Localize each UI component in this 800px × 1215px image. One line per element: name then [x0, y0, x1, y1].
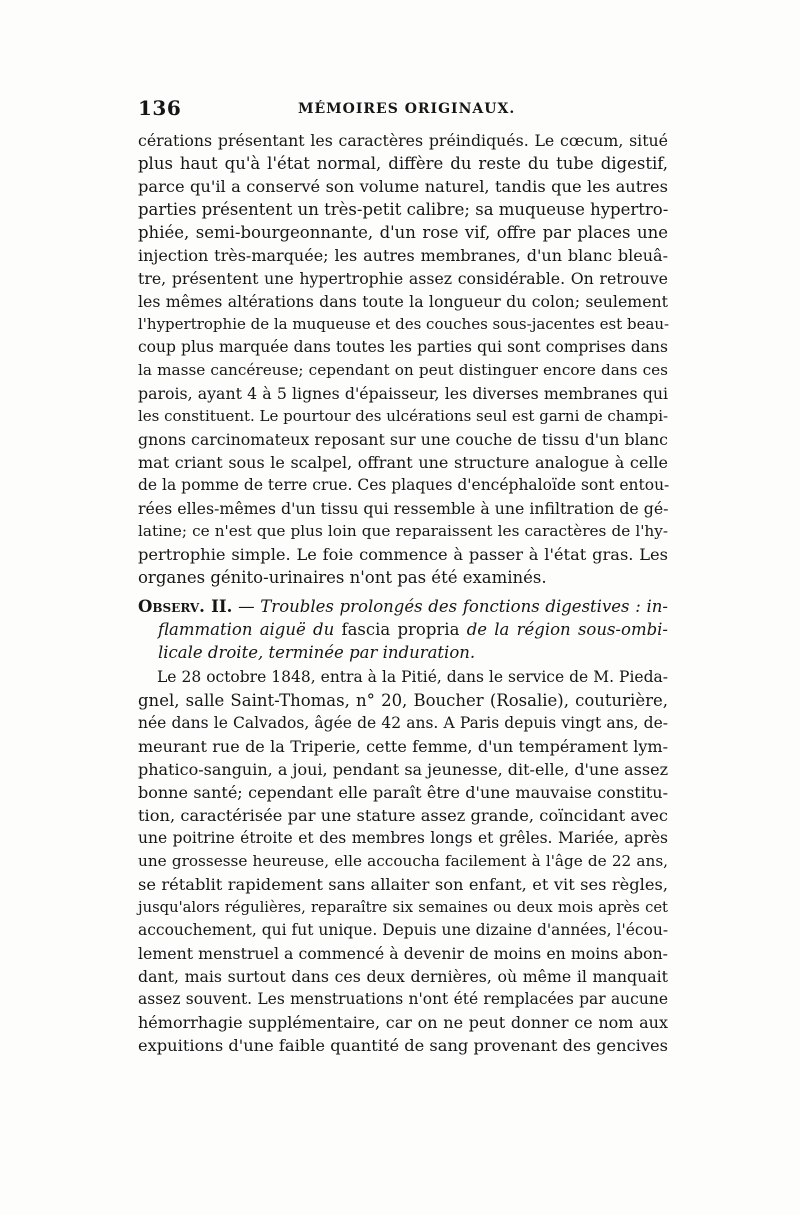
observation-title-part: de la région sous-ombi-	[466, 620, 669, 639]
text-line: accouchement, qui fut unique. Depuis une dizaine d'années, l'écou-	[138, 921, 669, 939]
observation-heading-line	[158, 618, 668, 641]
text-line: lement menstruel a commencé à devenir de moins en moins abon-	[138, 944, 668, 963]
text-line: rées elles-mêmes d'un tissu qui ressemble à une infiltration de gé-	[138, 499, 669, 518]
text-line: jusqu'alors régulières, reparaître six semaines ou deux mois après cet	[138, 899, 668, 916]
text-line: dant, mais surtout dans ces deux dernières, où même il manquait	[138, 967, 668, 986]
text-line: une poitrine étroite et des membres longs et grêles. Mariée, après	[138, 829, 668, 847]
observation-heading	[138, 595, 668, 618]
text-line: hémorrhagie supplémentaire, car on ne peut donner ce nom aux	[138, 1013, 668, 1032]
text-line: phatico-sanguin, a joui, pendant sa jeunesse, dit-elle, d'une assez	[138, 760, 668, 779]
text-line: une grossesse heureuse, elle accoucha facilement à l'âge de 22 ans,	[138, 852, 668, 870]
running-head: MÉMOIRES ORIGINAUX.	[298, 101, 516, 117]
text-line: mat criant sous le scalpel, offrant une structure analogue à celle	[138, 453, 668, 472]
observation-heading-line: licale droite, terminée par induration.	[158, 643, 476, 662]
text-line: les constituent. Le pourtour des ulcérations seul est garni de champi-	[138, 407, 669, 425]
text-line: Le 28 octobre 1848, entra à la Pitié, dans le service de M. Pieda-	[157, 668, 668, 686]
observation-title-part: fascia propria	[334, 620, 467, 639]
text-line: les mêmes altérations dans toute la longueur du colon; seulement	[138, 292, 668, 311]
text-line: née dans le Calvados, âgée de 42 ans. A Paris depuis vingt ans, de-	[138, 714, 668, 732]
observation-title-part: flammation aiguë du	[158, 620, 335, 639]
text-line: se rétablit rapidement sans allaiter son enfant, et vit ses règles,	[138, 875, 668, 894]
text-line: expuitions d'une faible quantité de sang provenant des gencives	[138, 1036, 669, 1055]
page-header	[138, 96, 668, 124]
text-line: phiée, semi-bourgeonnante, d'un rose vif, offre par places une	[138, 223, 668, 242]
text-line: latine; ce n'est que plus loin que reparaissent les caractères de l'hy-	[138, 522, 668, 540]
text-line: bonne santé; cependant elle paraît être d'une mauvaise constitu-	[138, 783, 668, 802]
text-line: pertrophie simple. Le foie commence à passer à l'état gras. Les	[138, 545, 668, 564]
text-line: cérations présentant les caractères préindiqués. Le cœcum, situé	[138, 131, 668, 150]
observation-label: Observ. II.	[138, 597, 233, 616]
text-line: gnons carcinomateux reposant sur une couche de tissu d'un blanc	[138, 430, 668, 449]
text-line: parties présentent un très-petit calibre; sa muqueuse hypertro-	[138, 200, 669, 219]
observation-title: — Troubles prolongés des fonctions digestives : in-	[232, 597, 668, 616]
text-line: tion, caractérisée par une stature assez grande, coïncidant avec	[138, 806, 668, 825]
text-line: l'hypertrophie de la muqueuse et des couches sous-jacentes est beau-	[138, 315, 670, 333]
text-line: assez souvent. Les menstruations n'ont été remplacées par aucune	[138, 990, 668, 1008]
text-line: plus haut qu'à l'état normal, diffère du reste du tube digestif,	[138, 154, 668, 173]
text-line: parois, ayant 4 à 5 lignes d'épaisseur, les diverses membranes qui	[138, 384, 668, 403]
text-line: coup plus marquée dans toutes les parties qui sont comprises dans	[138, 338, 668, 356]
page-number: 136	[138, 96, 182, 120]
text-line: meurant rue de la Triperie, cette femme, d'un tempérament lym-	[138, 737, 668, 756]
text-line: parce qu'il a conservé son volume naturel, tandis que les autres	[138, 177, 668, 196]
text-line: injection très-marquée; les autres membranes, d'un blanc bleuâ-	[138, 246, 668, 265]
text-line: la masse cancéreuse; cependant on peut distinguer encore dans ces	[138, 361, 668, 379]
text-line: organes génito-urinaires n'ont pas été examinés.	[138, 568, 547, 587]
text-line: de la pomme de terre crue. Ces plaques d'encéphaloïde sont entou-	[138, 476, 670, 494]
text-line: gnel, salle Saint-Thomas, n° 20, Boucher (Rosalie), couturière,	[138, 691, 668, 710]
text-line: tre, présentent une hypertrophie assez considérable. On retrouve	[138, 269, 668, 288]
